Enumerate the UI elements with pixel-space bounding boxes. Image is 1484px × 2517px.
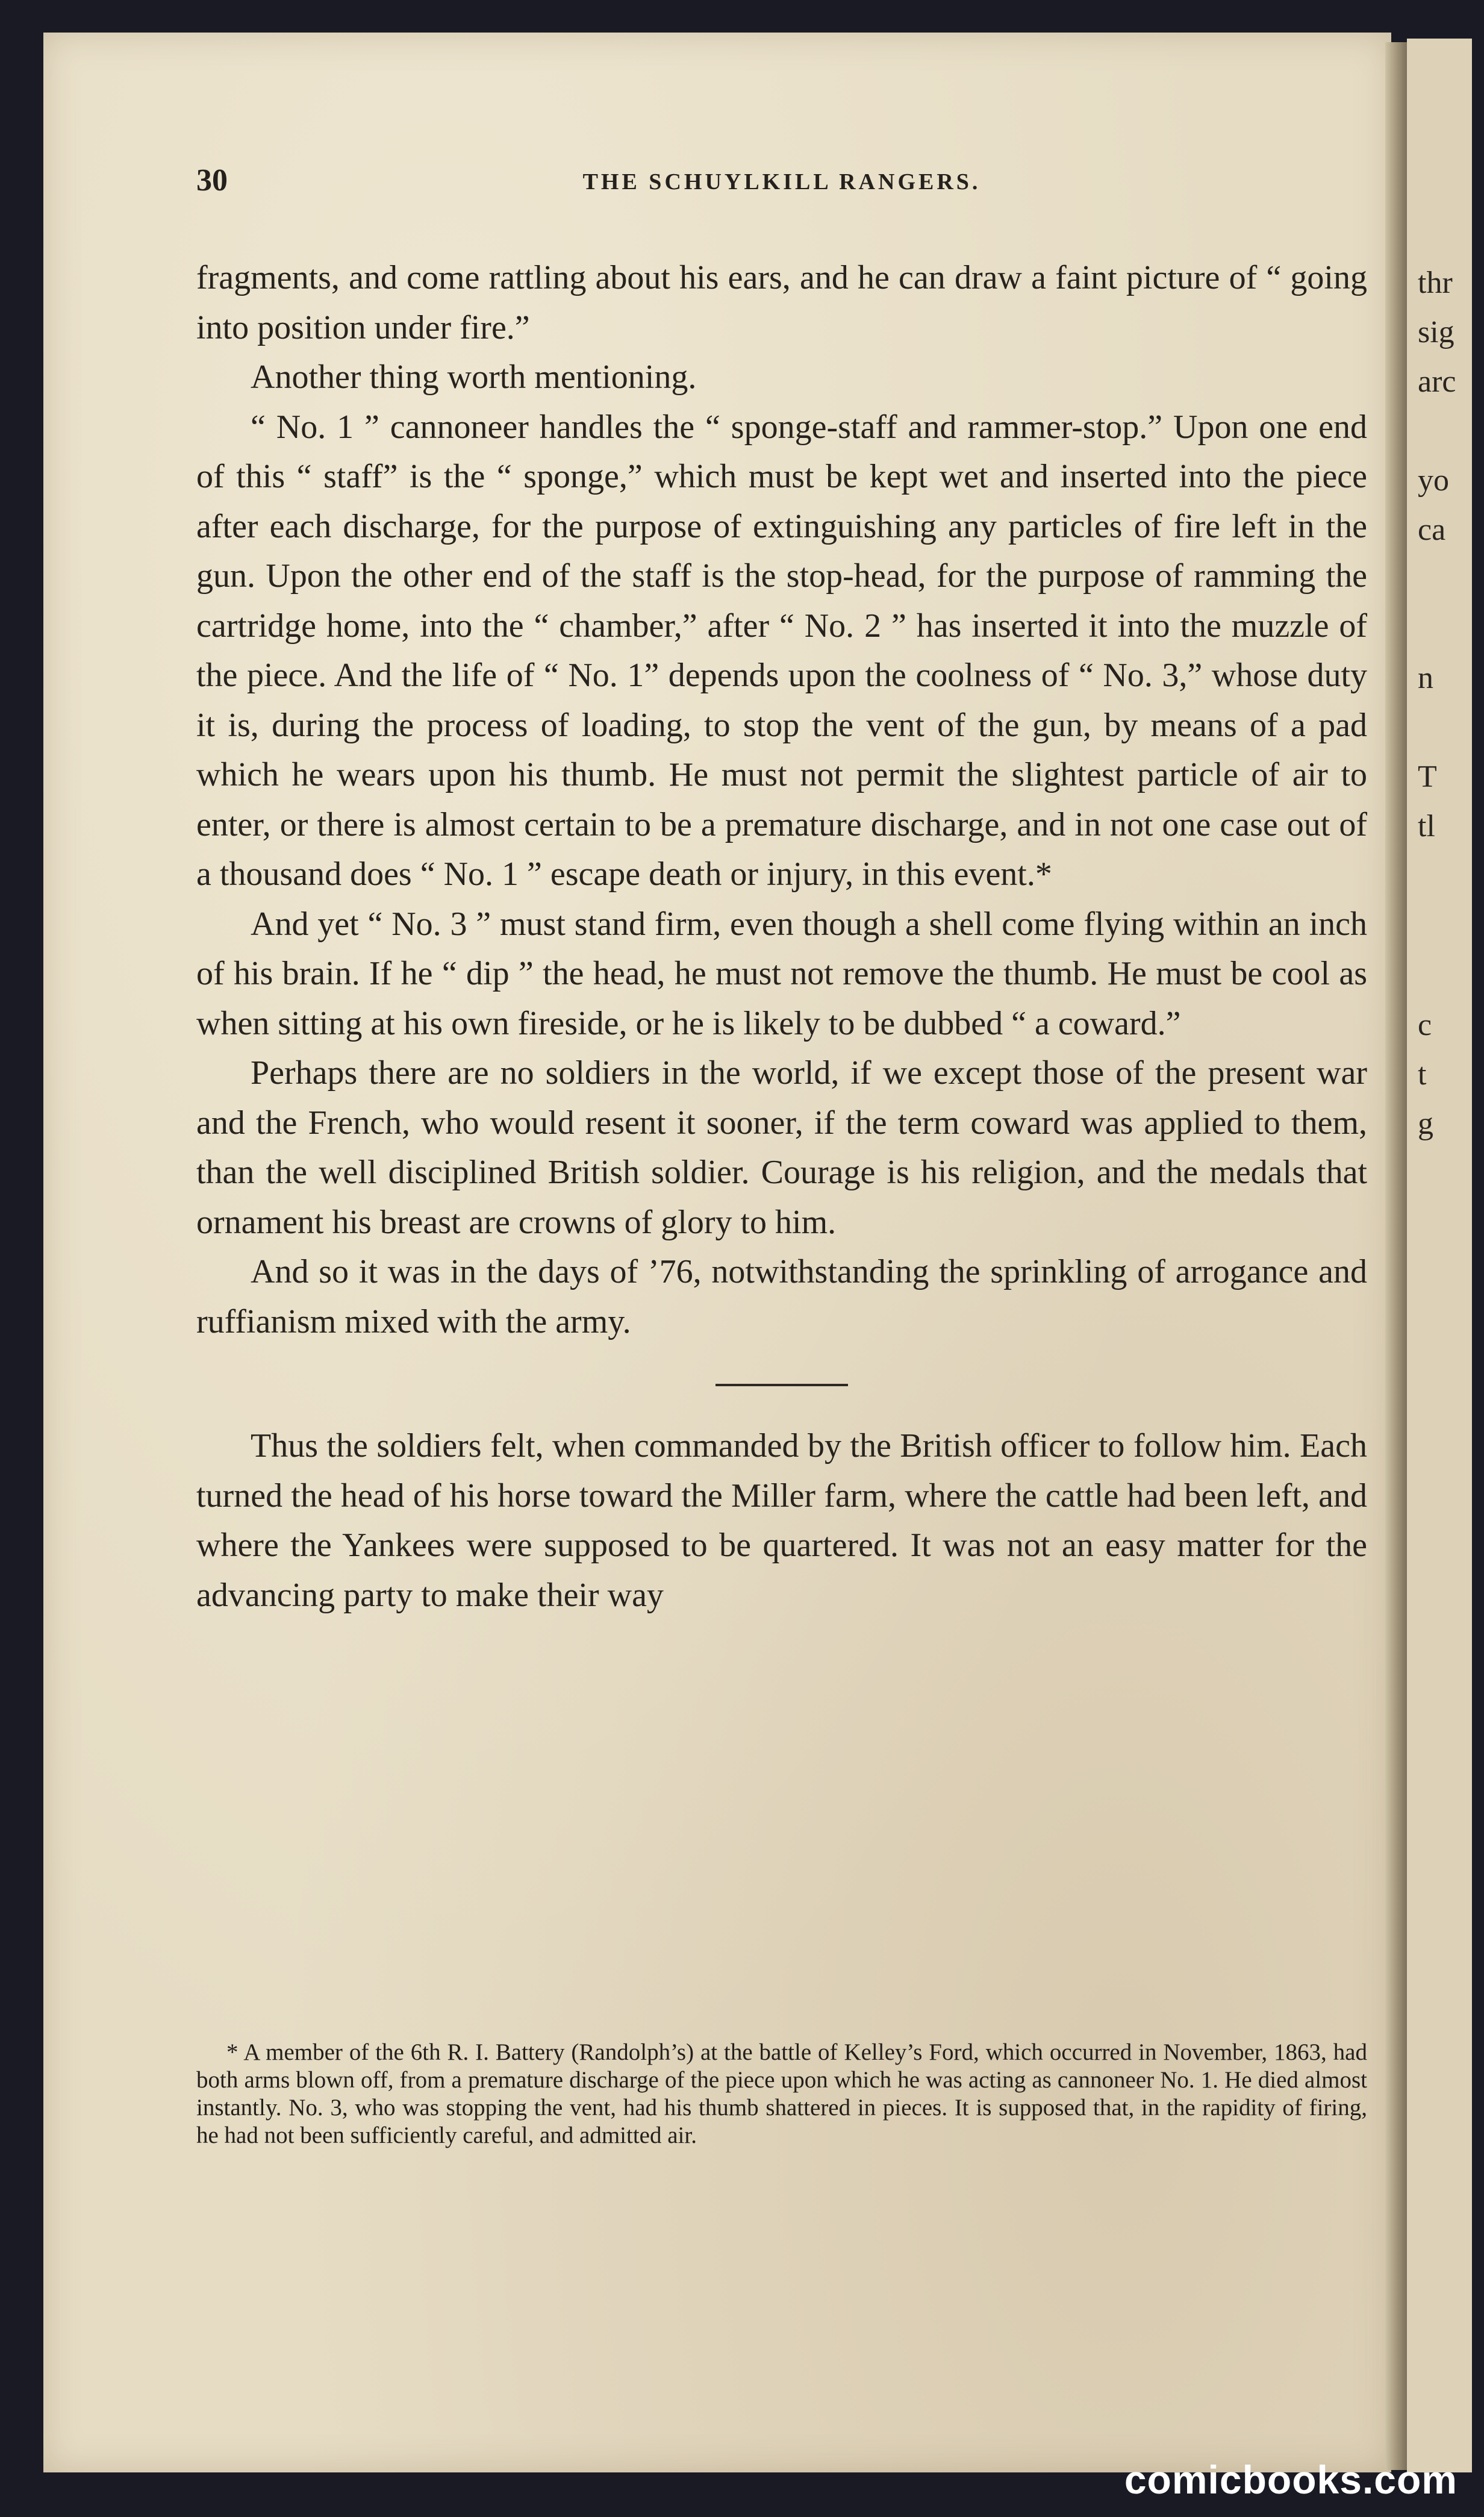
paragraph: fragments, and come rattling about his ears, and he can draw a faint picture of “ going into position under fire.” <box>196 259 1367 346</box>
adjacent-page-fragment: ca <box>1418 513 1446 547</box>
book-gutter <box>1385 42 1407 2470</box>
paragraph: And yet “ No. 3 ” must stand firm, even though a shell come flying within an inch of his brain. If he “ dip ” the head, he must not remove the thumb. He must be cool as when sitting at his own fireside, or he is likely to be dubbed “ a coward.” <box>196 905 1367 1042</box>
watermark: comicbooks.com <box>1124 2457 1458 2502</box>
adjacent-page-edge <box>1407 39 1472 2472</box>
page-number: 30 <box>196 163 228 198</box>
paragraph: Perhaps there are no soldiers in the world, if we except those of the present war and the French, who would resent it sooner, if the term coward was applied to them, than the well disciplined British soldier. Courage is his religion, and the medals that ornament his breast are crowns of glory to him. <box>196 1054 1367 1241</box>
adjacent-page-fragment: yo <box>1418 463 1449 498</box>
adjacent-page-fragment: c <box>1418 1008 1432 1042</box>
adjacent-page-fragment: thr <box>1418 266 1453 300</box>
adjacent-page-fragment: g <box>1418 1107 1433 1141</box>
paragraph: And so it was in the days of ’76, notwithstanding the sprinkling of arrogance and ruffianism mixed with the army. <box>196 1253 1367 1340</box>
adjacent-page-fragment: t <box>1418 1057 1427 1092</box>
paragraph: Another thing worth mentioning. <box>251 358 697 396</box>
paragraph: Thus the soldiers felt, when commanded by the British officer to follow him. Each turned the head of his horse toward the Miller farm, where the cattle had been left, and where the Yankees were supposed to be quartered. It was not an easy matter for the advancing party to make their way <box>196 1427 1367 1614</box>
adjacent-page-fragment: tl <box>1418 809 1435 843</box>
adjacent-page-fragment: T <box>1418 760 1437 794</box>
adjacent-page-fragment: arc <box>1418 364 1456 399</box>
running-head <box>196 163 1367 205</box>
section-divider <box>716 1384 848 1386</box>
footnote: * A member of the 6th R. I. Battery (Randolph’s) at the battle of Kelley’s Ford, which occurred in November, 1863, had both arms blown off, from a premature discharge of the piece upon which he was acting as cannoneer No. 1. He died almost instantly. No. 3, who was stopping the vent, had his thumb shattered in pieces. It is supposed that, in the rapidity of firing, he had not been sufficiently careful, and admitted air. <box>196 2039 1367 2148</box>
paragraph: “ No. 1 ” cannoneer handles the “ sponge-staff and rammer-stop.” Upon one end of this “ staff” is the “ sponge,” which must be kept wet and inserted into the piece after each discharge, for the purpose of extinguishing any particles of fire left in the gun. Upon the other end of the staff is the stop-head, for the purpose of ramming the cartridge home, into the “ chamber,” after “ No. 2 ” has inserted it into the muzzle of the piece. And the life of “ No. 1” depends upon the coolness of “ No. 3,” whose duty it is, during the process of loading, to stop the vent of the gun, by means of a pad which he wears upon his thumb. He must not permit the slightest particle of air to enter, or there is almost certain to be a premature discharge, and in not one case out of a thousand does “ No. 1 ” escape death or injury, in this event.* <box>196 408 1367 893</box>
body-text <box>196 253 1367 1620</box>
adjacent-page-fragment: n <box>1418 661 1433 695</box>
adjacent-page-fragment: sig <box>1418 315 1454 349</box>
book-title: THE SCHUYLKILL RANGERS. <box>582 169 981 195</box>
